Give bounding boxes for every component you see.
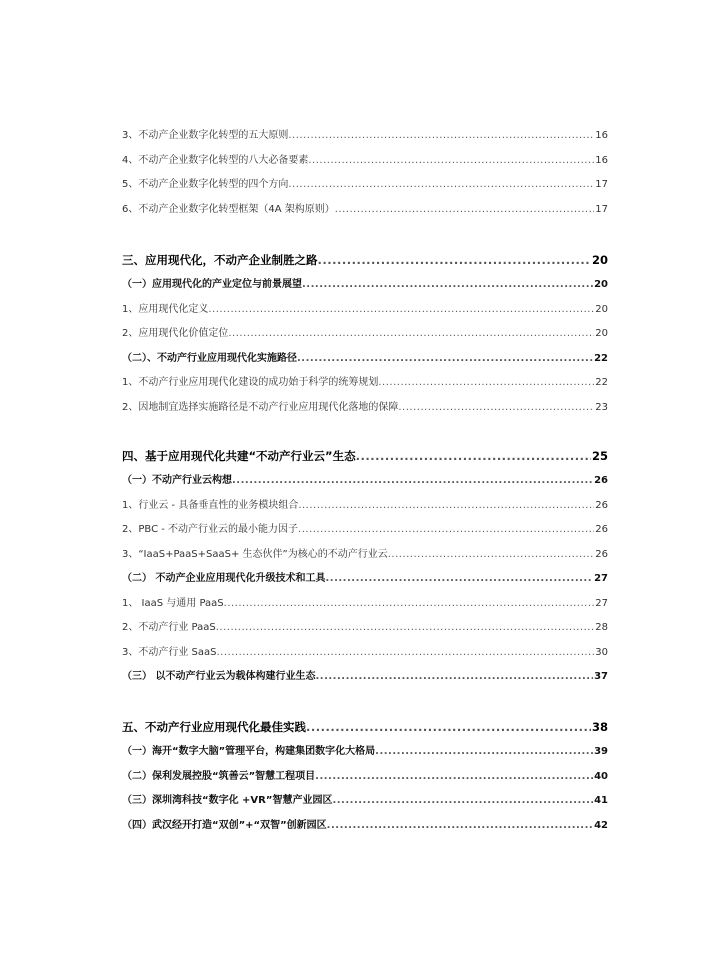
toc-entry-label: 1、不动产行业应用现代化建设的成功始于科学的统筹规划 xyxy=(122,377,379,388)
leader-dots xyxy=(375,740,593,765)
toc-entry-page: 39 xyxy=(594,746,608,757)
toc-chapter-page: 20 xyxy=(591,253,608,267)
toc-entry-label: 1、 IaaS 与通用 PaaS xyxy=(122,597,224,609)
leader-dots xyxy=(298,494,594,519)
leader-dots xyxy=(224,592,595,617)
toc-entry-label: 3、不动产行业 SaaS xyxy=(122,646,217,658)
leader-dots xyxy=(356,443,591,469)
leader-dots xyxy=(388,543,595,568)
toc-subsection[interactable] xyxy=(122,273,608,298)
leader-dots xyxy=(325,567,593,592)
toc-subsection[interactable] xyxy=(122,347,608,372)
leader-dots xyxy=(398,396,594,421)
toc-entry[interactable] xyxy=(122,396,608,421)
toc-entry-label: 6、不动产企业数字化转型框架（4A 架构原则） xyxy=(122,203,335,215)
toc-entry[interactable] xyxy=(122,518,608,543)
toc-entry-label: 2、PBC - 不动产行业云的最小能力因子 xyxy=(122,524,299,535)
toc-entry-page: 20 xyxy=(595,328,608,339)
toc-entry-label: （二） 不动产企业应用现代化升级技术和工具 xyxy=(122,573,326,584)
toc-entry-page: 17 xyxy=(595,203,608,215)
toc-entry-label: （四）武汉经开打造“双创”+“双智”创新园区 xyxy=(122,819,327,831)
toc-entry[interactable] xyxy=(122,592,608,617)
leader-dots xyxy=(335,198,595,223)
leader-dots xyxy=(297,347,593,372)
toc-chapter-title: 五、不动产行业应用现代化最佳实践 xyxy=(122,720,306,734)
toc-chapter-page: 25 xyxy=(591,449,608,463)
toc-chapter-page: 38 xyxy=(591,720,608,734)
toc-entry[interactable] xyxy=(122,641,608,666)
leader-dots xyxy=(308,149,594,174)
toc-section-intro xyxy=(122,124,608,222)
toc-subsection[interactable] xyxy=(122,765,608,790)
toc-entry-label: （三） 以不动产行业云为载体构建行业生态 xyxy=(122,671,316,682)
toc-entry[interactable] xyxy=(122,149,608,174)
toc-subsection[interactable] xyxy=(122,567,608,592)
toc-entry-page: 16 xyxy=(595,154,608,166)
toc-entry-label: 4、不动产企业数字化转型的八大必备要素 xyxy=(122,154,309,166)
toc-entry-page: 37 xyxy=(594,671,608,682)
toc-chapter-heading[interactable] xyxy=(122,247,608,273)
leader-dots xyxy=(302,273,593,298)
toc-entry-page: 20 xyxy=(595,303,608,315)
toc-subsection[interactable] xyxy=(122,740,608,765)
leader-dots xyxy=(298,518,594,543)
toc-entry-label: 1、应用现代化定义 xyxy=(122,303,209,315)
leader-dots xyxy=(232,469,593,494)
toc-subsection[interactable] xyxy=(122,665,608,690)
toc-entry-label: （一）应用现代化的产业定位与前景展望 xyxy=(122,279,302,290)
toc-chapter-5 xyxy=(122,714,608,838)
toc-chapter-heading[interactable] xyxy=(122,443,608,469)
toc-entry-label: （二）、不动产行业应用现代化实施路径 xyxy=(122,352,297,364)
leader-dots xyxy=(332,789,593,814)
toc-entry-label: （三）深圳湾科技“数字化 +VR”智慧产业园区 xyxy=(122,795,333,806)
toc-entry-label: 5、不动产企业数字化转型的四个方向 xyxy=(122,179,289,190)
toc-entry-label: 3、“IaaS+PaaS+SaaS+ 生态伙伴”为核心的不动产行业云 xyxy=(122,548,388,560)
leader-dots xyxy=(288,173,594,198)
toc-entry-label: 2、因地制宜选择实施路径是不动产行业应用现代化落地的保障 xyxy=(122,401,399,413)
toc-chapter-title: 四、基于应用现代化共建“不动产行业云”生态 xyxy=(122,449,356,463)
toc-subsection[interactable] xyxy=(122,789,608,814)
toc-entry[interactable] xyxy=(122,298,608,323)
toc-entry-page: 26 xyxy=(595,548,608,560)
leader-dots xyxy=(306,714,591,740)
toc-entry[interactable] xyxy=(122,543,608,568)
toc-entry-label: 2、应用现代化价值定位 xyxy=(122,328,229,339)
toc-entry[interactable] xyxy=(122,173,608,198)
toc-entry-label: （一）海开“数字大脑”管理平台，构建集团数字化大格局 xyxy=(122,746,376,757)
toc-entry-page: 30 xyxy=(595,646,608,658)
toc-chapter-3 xyxy=(122,247,608,420)
toc-chapter-heading[interactable] xyxy=(122,714,608,740)
toc-entry[interactable] xyxy=(122,494,608,519)
leader-dots xyxy=(208,298,594,323)
leader-dots xyxy=(217,641,595,666)
toc-entry-label: （二）保利发展控股“筑善云”智慧工程项目 xyxy=(122,770,316,782)
toc-entry-page: 16 xyxy=(595,130,608,141)
toc-entry-label: 3、不动产企业数字化转型的五大原则 xyxy=(122,130,289,141)
leader-dots xyxy=(327,814,593,839)
leader-dots xyxy=(318,247,591,273)
toc-entry-label: 1、行业云 - 具备垂直性的业务模块组合 xyxy=(122,499,299,511)
toc-chapter-title: 三、应用现代化，不动产企业制胜之路 xyxy=(122,253,318,267)
toc-entry[interactable] xyxy=(122,198,608,223)
toc-entry-page: 28 xyxy=(595,622,608,633)
toc-subsection[interactable] xyxy=(122,814,608,839)
toc-entry-page: 42 xyxy=(594,819,608,831)
toc-entry-page: 22 xyxy=(595,377,608,388)
toc-entry-page: 41 xyxy=(594,795,608,806)
toc-entry-page: 17 xyxy=(595,179,608,190)
toc-entry[interactable] xyxy=(122,616,608,641)
leader-dots xyxy=(315,765,593,790)
leader-dots xyxy=(315,665,593,690)
toc-entry[interactable] xyxy=(122,371,608,396)
toc-entry-page: 26 xyxy=(595,524,608,535)
leader-dots xyxy=(216,616,595,641)
toc-entry-page: 26 xyxy=(594,475,608,486)
toc-entry[interactable] xyxy=(122,322,608,347)
leader-dots xyxy=(378,371,594,396)
toc-entry-page: 26 xyxy=(595,499,608,511)
toc-entry-label: 2、不动产行业 PaaS xyxy=(122,622,216,633)
toc-entry-page: 40 xyxy=(594,770,608,782)
leader-dots xyxy=(228,322,594,347)
toc-entry-page: 20 xyxy=(594,279,608,290)
toc-entry-page: 22 xyxy=(594,352,608,364)
toc-entry[interactable] xyxy=(122,124,608,149)
toc-entry-page: 23 xyxy=(595,401,608,413)
toc-entry-page: 27 xyxy=(594,573,608,584)
toc-chapter-4 xyxy=(122,443,608,690)
toc-subsection[interactable] xyxy=(122,469,608,494)
leader-dots xyxy=(288,124,594,149)
toc-entry-label: （一）不动产行业云构想 xyxy=(122,475,232,486)
toc-entry-page: 27 xyxy=(595,597,608,609)
